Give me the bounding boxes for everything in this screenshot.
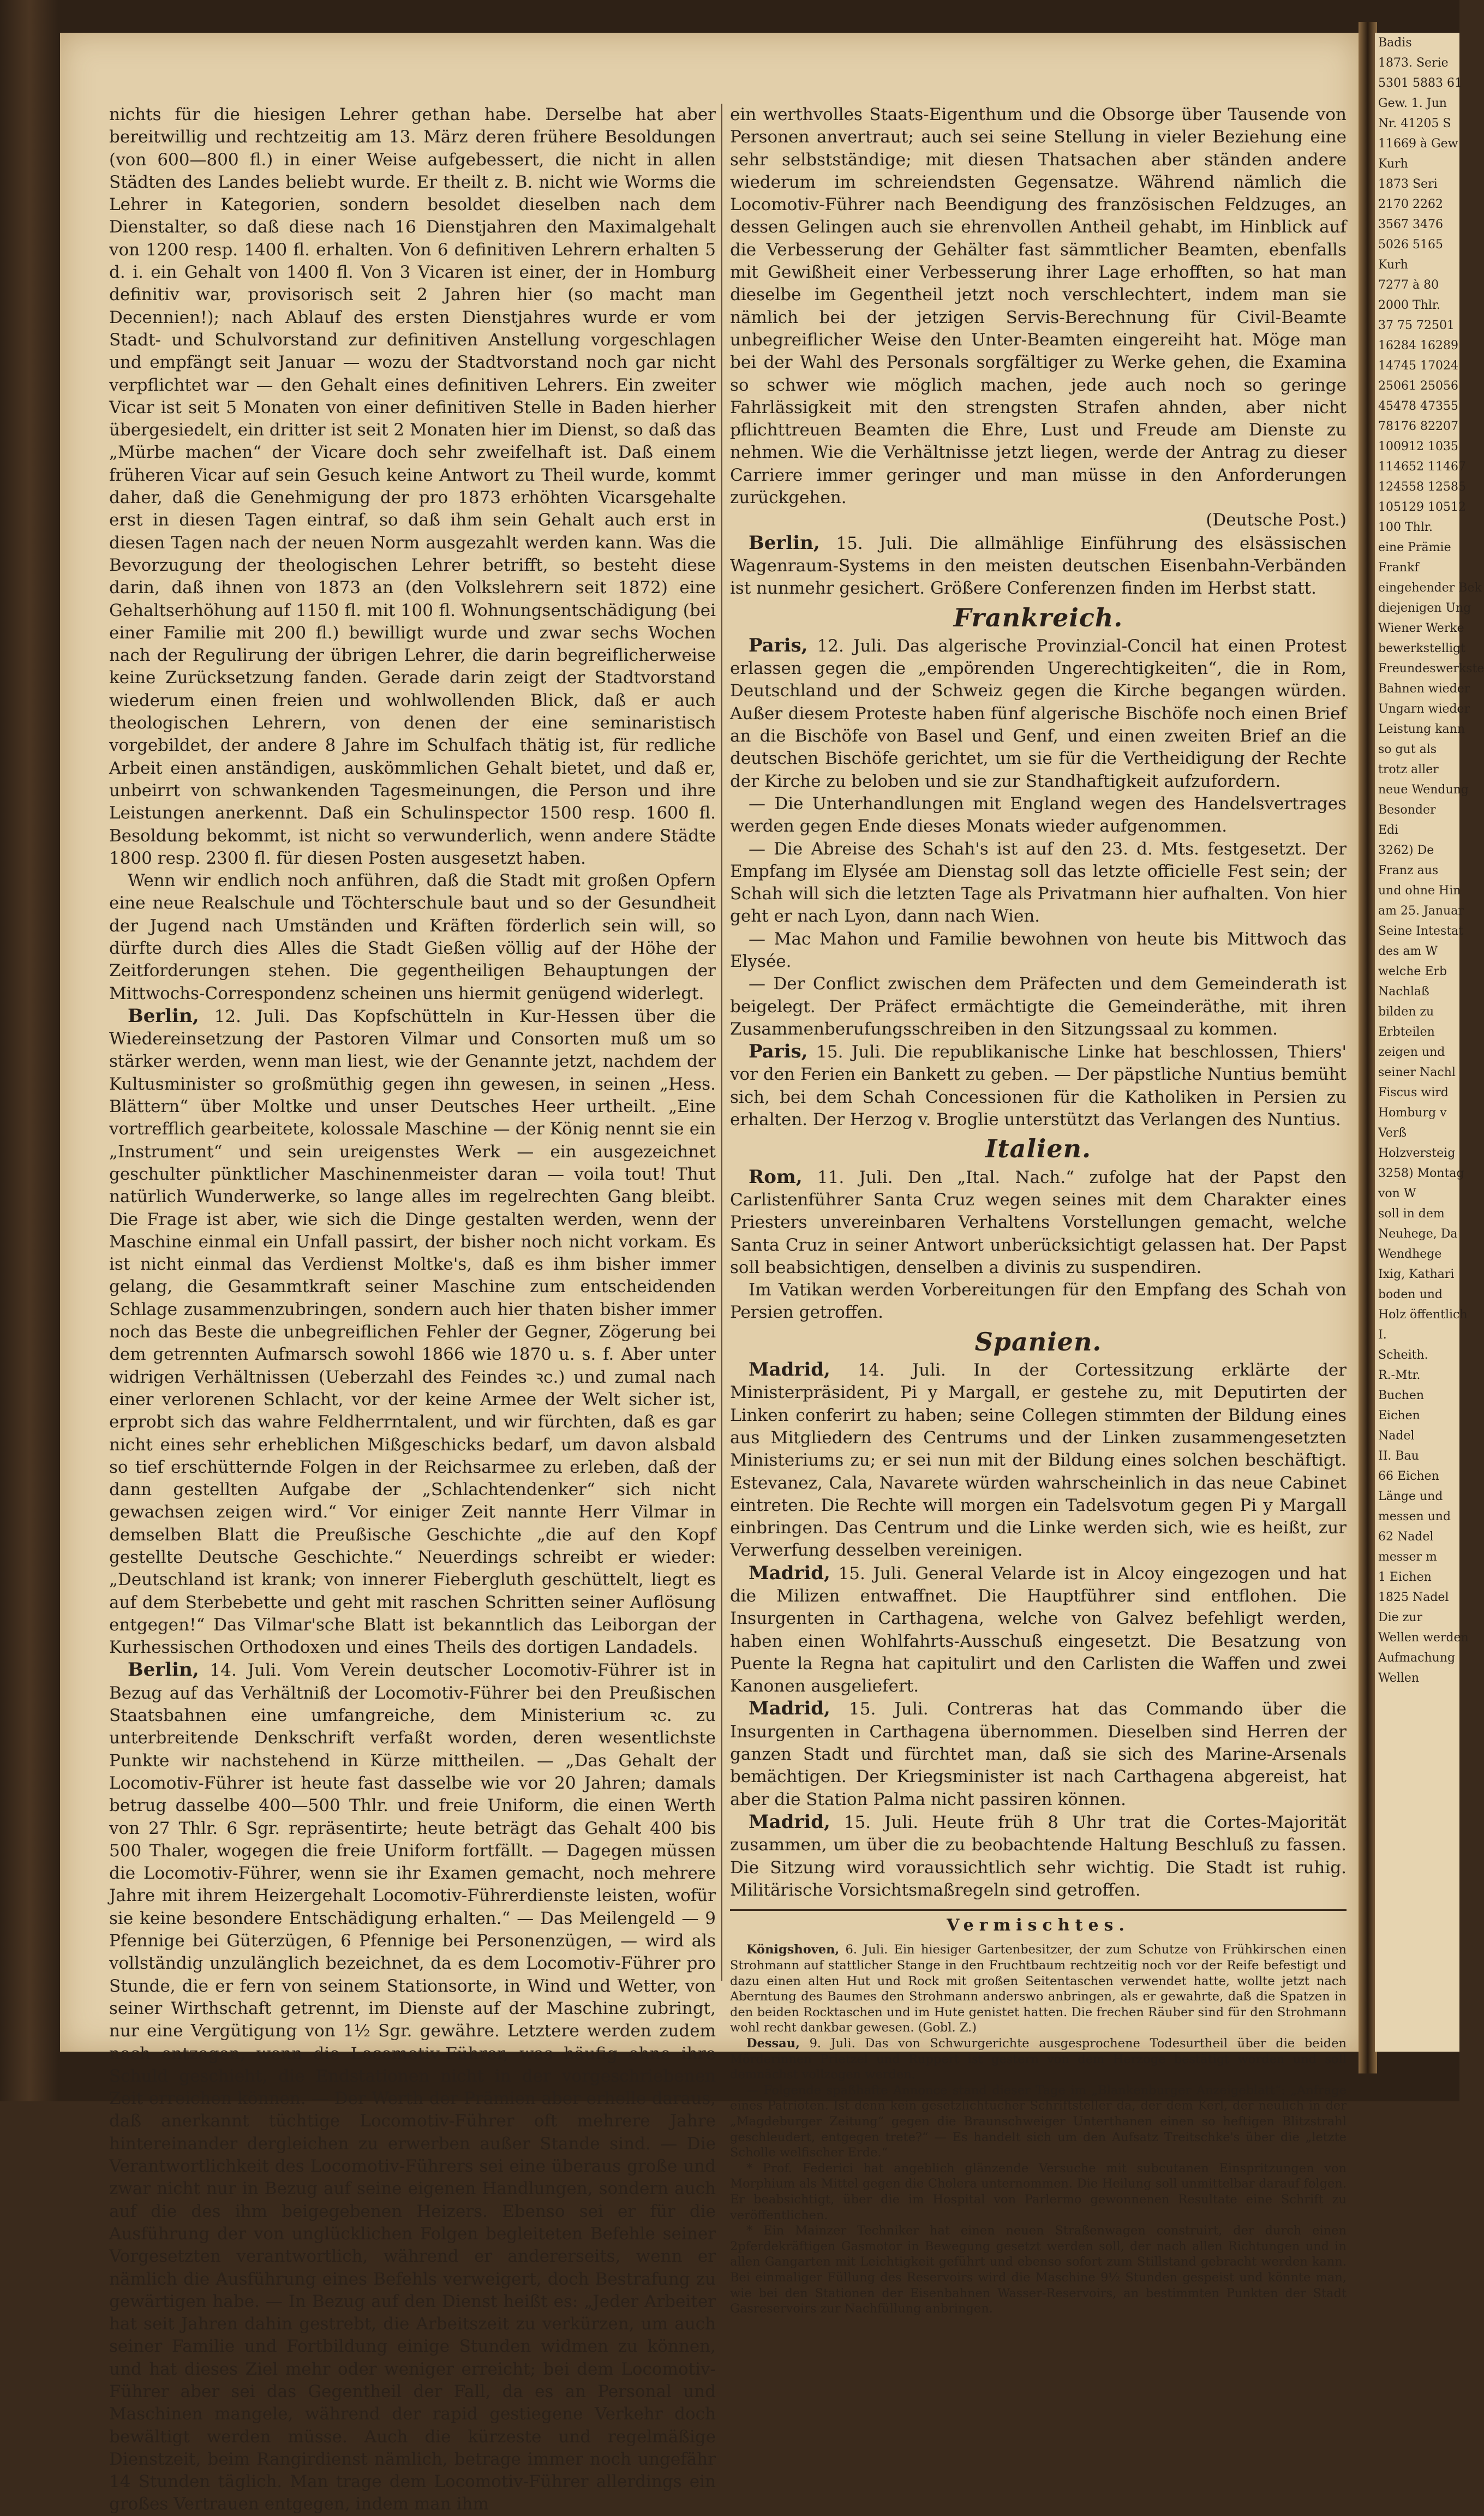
adjacent-page-line: Verß <box>1378 1126 1407 1140</box>
dateline: Berlin, <box>749 531 820 554</box>
dateline: Berlin, <box>128 1659 199 1681</box>
adjacent-page-line: 1 Eichen <box>1378 1570 1432 1584</box>
news-text: — Der Conflict zwischen dem Präfecten und dem Gemeinderath ist beigelegt. Der Präfect ermächtigte die Gemeinderäthe, mit ihren Zusammenberufungsschreiben in den Sitzungssaal zu kommen. <box>730 974 1347 1039</box>
adjacent-page-line: 7277 à 80 <box>1378 278 1439 292</box>
source-credit: (Deutsche Post.) <box>1206 510 1347 530</box>
adjacent-page-line: 25061 25056 <box>1378 379 1458 393</box>
adjacent-page-line: so gut als <box>1378 743 1437 756</box>
adjacent-page-line: Badis <box>1378 36 1412 50</box>
section-heading-frankreich: Frankreich. <box>953 602 1123 632</box>
dateline: Madrid, <box>749 1359 830 1381</box>
news-text: 12. Juli. Das Kopfschütteln in Kur-Hessen über die Wiedereinsetzung der Pastoren Vilmar und Consorten muß um so stärker werden, wenn man liest, wie der Genannte jetzt, nachdem der Kultusminister so großmüthig gegen ihn gewesen, in seinen „Hess. Blättern“ über Moltke und unser Deutsches Heer urtheilt. „Eine vortrefflich gearbeitete, kolossale Maschine — der König nennt sie ein „Instrument“ und sein ureigenstes Werk — ein ausgezeichnet geschulter pünktlicher Maschinenmeister daran — voila tout! Thut natürlich Wunderwerke, so lange alles im regelrechten Gang bleibt. Die Frage ist aber, wie sich die Dinge gestalten werden, wenn der Maschine einmal ein Unfall passirt, der bisher noch nicht vorkam. Es ist nicht einmal das Verdienst Moltke's, daß es ihm bisher immer gelang, die Gesammtkraft seiner Maschine zum entscheidenden Schlage zusammenzubringen, sondern auch hier thaten bisher immer noch das Beste die unbegreiflichen Fehler der Gegner, Zögerung bei dem getrennten Aufmarsch sowohl 1866 wie 1870 u. s. f. Aber unter widrigen Verhältnissen (Ueberzahl des Feindes ꝛc.) und zumal nach einer verlorenen Schlacht, vor der keine Armee der Welt sicher ist, erprobt sich das wahre Feldherrntalent, und wir fürchten, daß es gar nicht eines sehr erheblichen Mißgeschicks bedarf, um davon alsbald so tief erschütternde Folgen in der Reichsarmee zu erleben, daß der dann gestellten Aufgabe der „Schlachtendenker“ sich nicht gewachsen zeigen wird.“ Vor einiger Zeit nannte Herr Vilmar in demselben Blatt die Preußische Geschichte „die auf den Kopf gestellte Deutsche Geschichte.“ Neuerdings schreibt er wieder: „Deutschland ist krank; von innerer Fiebergluth geschüttelt, liegt es auf dem Sterbebette und geht mit raschen Schritten seiner Auflösung entgegen!“ Das Vilmar'sche Blatt ist bekanntlich das Leiborgan der Kurhessischen Orthodoxen und eines Theils des dortigen Landadels. <box>109 1006 716 1658</box>
adjacent-page-line: am 25. Januar <box>1378 904 1464 918</box>
misc-text: * Prof. Federici hat angeblich glänzende Versuche mit subcutanen Einspritzungen von Morphium als Mittel gegen die Cholera unternommen. Die Heilung soll unmittelbar darauf folgen. Er beabsichtigt, über die im Hospital von Parlermo gewonnenen Resultate eine Schrift zu veröffentlichen. <box>730 2161 1347 2222</box>
news-item <box>730 1041 1347 1131</box>
adjacent-page-line: seiner Nachl <box>1378 1066 1456 1079</box>
adjacent-page-line: zeigen und <box>1378 1045 1445 1059</box>
news-text: 15. Juli. General Velarde ist in Alcoy eingezogen und hat die Milizen entwaffnet. Die Hauptführer sind entflohen. Die Insurgenten in Carthagena, welche von Galvez befehligt werden, haben einen Wohlfahrts-Ausschuß eingesetzt. Die Besatzung von Puente la Regna hat capitulirt und den Carlisten die Waffen und zwei Kanonen ausgeliefert. <box>730 1563 1347 1696</box>
section-rule <box>730 1909 1347 1911</box>
miscellany-block <box>730 1942 1347 2316</box>
adjacent-page-line: 1873 Seri <box>1378 177 1438 191</box>
misc-item <box>730 1942 1347 2036</box>
adjacent-page-line: 5301 5883 61 <box>1378 76 1462 90</box>
adjacent-page-line: I. <box>1378 1328 1387 1342</box>
adjacent-page-line: 11669 à Gew <box>1378 137 1458 151</box>
news-text: 11. Juli. Den „Ital. Nach.“ zufolge hat der Papst den Carlistenführer Santa Cruz wegen seines mit dem Charakter eines Priesters unvereinbaren Verhaltens Vorstellungen gemacht, welche Santa Cruz in seiner Antwort unberücksichtigt gelassen hat. Der Papst soll beabsichtigen, denselben a divinis zu suspendiren. <box>730 1167 1347 1277</box>
adjacent-page-line: 3262) De <box>1378 844 1434 857</box>
adjacent-page-text <box>1375 33 1484 1688</box>
adjacent-page-line: 1873. Serie <box>1378 56 1449 70</box>
adjacent-page-line: Eichen <box>1378 1409 1420 1423</box>
news-item <box>730 1698 1347 1810</box>
news-text: 15. Juli. Heute früh 8 Uhr trat die Cortes-Majorität zusammen, um über die zu beobachtende Haltung Beschluß zu fassen. Die Sitzung wird voraussichtlich sehr wichtig. Die Stadt ist ruhig. Militärische Vorsichtsmaßregeln sind getroffen. <box>730 1812 1347 1900</box>
news-item <box>730 1166 1347 1279</box>
adjacent-page-strip <box>1375 33 1484 2052</box>
dateline: Madrid, <box>749 1810 830 1833</box>
column-left <box>109 104 716 2516</box>
adjacent-page-line: 62 Nadel <box>1378 1530 1434 1544</box>
news-item <box>730 635 1347 793</box>
news-item <box>730 1359 1347 1562</box>
adjacent-page-line: 105129 10512 <box>1378 500 1466 514</box>
dateline: Dessau, <box>746 2036 800 2051</box>
column-right <box>730 104 1347 2317</box>
adjacent-page-line: messer m <box>1378 1550 1437 1564</box>
dateline: Madrid, <box>749 1562 830 1584</box>
adjacent-page-line: trotz aller <box>1378 763 1439 776</box>
adjacent-page-line: 66 Eichen <box>1378 1469 1439 1483</box>
adjacent-page-line: des am W <box>1378 945 1438 958</box>
adjacent-page-line: Bahnen wieder <box>1378 682 1470 696</box>
misc-text: 9. Juli. Das von Schwurgerichte ausgesprochene Todesurtheil über die beiden Mörderinnen Prietzel und Ruppert ist gestern von dem Herzoge bestätigt worden und soll demnächst vollzogen werden. <box>730 2036 1347 2082</box>
adjacent-page-line: diejenigen Ung <box>1378 601 1471 615</box>
adjacent-page-line: Wiener Werke <box>1378 621 1464 635</box>
news-text: 15. Juli. Die allmählige Einführung des elsässischen Wagenraum-Systems in den meisten deutschen Eisenbahn-Verbänden ist nunmehr gesichert. Größere Conferenzen finden im Herbst statt. <box>730 533 1347 599</box>
news-item <box>109 1659 716 2515</box>
adjacent-page-line: 1825 Nadel <box>1378 1591 1449 1604</box>
news-item <box>730 532 1347 600</box>
dateline: Rom, <box>749 1166 803 1188</box>
news-item <box>109 1005 716 1659</box>
section-heading-spanien: Spanien. <box>974 1326 1102 1356</box>
adjacent-page-line: 2170 2262 <box>1378 198 1443 211</box>
adjacent-page-line: Nadel <box>1378 1429 1415 1443</box>
adjacent-page-line: 14745 17024 <box>1378 359 1458 373</box>
adjacent-page-line: bewerkstelligt <box>1378 642 1465 655</box>
misc-text: — Folgende spaßhafte Annonce stand dieser Tage im „Blankenburger Anzeigeblatt“: „Anfrage eines Patrioten. Ist denn kein gesetzlichtücher Schriftsteller da, der dem Kerl, der neulich in der „Magdeburger Zeitung“ gegen die Braunschweiger Unterthanen einen so heftigen Blitzstrahl geschleudert, entgegen trete?“ — Es handelt sich um den Aufsatz Treitschke's über die „letzte Scholle welfischer Erde.“ <box>730 2083 1347 2160</box>
news-text: 15. Juli. Contreras hat das Commando über die Insurgenten in Carthagena übernommen. Dieselben sind Herren der ganzen Stadt und fürchtet man, daß sie sich des Marine-Arsenals bemächtigen. Der Kriegsminister ist nach Carthagena abgereist, hat aber die Station Palma nicht passiren können. <box>730 1699 1347 1809</box>
adjacent-page-line: welche Erb <box>1378 965 1447 978</box>
dateline: Berlin, <box>128 1005 199 1027</box>
dateline: Königshoven, <box>746 1943 840 1957</box>
adjacent-page-line: Holz öffentlich <box>1378 1308 1468 1322</box>
adjacent-page-line: Kurh <box>1378 258 1408 272</box>
adjacent-page-line: 100 Thlr. <box>1378 521 1433 534</box>
adjacent-page-line: Gew. 1. Jun <box>1378 97 1447 110</box>
page-gutter <box>1359 22 1377 2073</box>
adjacent-page-line: 37 75 72501 <box>1378 319 1455 332</box>
news-text: — Die Unterhandlungen mit England wegen des Handelsvertrages werden gegen Ende dieses Monats wieder aufgenommen. <box>730 793 1347 836</box>
adjacent-page-line: Buchen <box>1378 1389 1425 1402</box>
news-text: — Mac Mahon und Familie bewohnen von heute bis Mittwoch das Elysée. <box>730 929 1347 971</box>
misc-item <box>730 2036 1347 2083</box>
adjacent-page-line: 45478 47355 <box>1378 399 1458 413</box>
adjacent-page-line: Scheith. <box>1378 1348 1428 1362</box>
adjacent-page-line: Edi <box>1378 823 1399 837</box>
adjacent-page-line: 124558 12585 <box>1378 480 1466 494</box>
news-text: 14. Juli. Vom Verein deutscher Locomotiv-Führer ist in Bezug auf das Verhältniß der Locomotiv-Führer bei den Preußischen Staatsbahnen eine umfangreiche, dem Ministerium ꝛc. zu unterbreitende Denkschrift verfaßt worden, deren wesentlichste Punkte wir nachstehend in Kürze mittheilen. — „Das Gehalt der Locomotiv-Führer ist heute fast dasselbe wie vor 20 Jahren; damals betrug dasselbe 400—500 Thlr. und freie Uniform, die einen Werth von 27 Thlr. 6 Sgr. repräsentirte; heute beträgt das Gehalt 400 bis 500 Thaler, wogegen die freie Uniform fortfällt. — Dagegen müssen die Locomotiv-Führer, wenn sie ihr Examen gemacht, noch mehrere Jahre mit ihrem Heizergehalt Locomotiv-Führerdienste leisten, wofür sie keine besondere Entschädigung erhalten.“ — Das Meilengeld — 9 Pfennige bei Güterzügen, 6 Pfennige bei Personenzügen, — wird als vollständig unzulänglich bezeichnet, da es dem Locomotiv-Führer pro Stunde, die er fern von seinem Stationsorte, in Wind und Wetter, von seiner Wirthschaft getrennt, im Dienste auf der Maschine zubringt, nur eine Vergütigung von 1½ Sgr. gewähre. Letztere werden zudem noch entzogen, wenn die Locomotiv-Führer, was häufig ohne ihre Schuld geschieht, die Endstationen nicht in der vorgeschriebenen Zeit erreichen können. — Der Werth der Prämien aber erhelle daraus, daß anerkannt tüchtige Locomotiv-Führer oft mehrere Jahre hintereinander dergleichen zu erwerben außer Stande sind. — Die Verantwortlichkeit des Locomotiv-Führers sei eine überaus große und zwar nicht nur in Bezug auf seine eigenen Handlungen, sondern auch auf die des ihm beigegebenen Heizers. Ebenso sei er für die Ausführung der von unglücklichen Folgen begleiteten Befehle seiner Vorgesetzten verantwortlich, während er andererseits, wenn er nämlich die Ausführung eines Befehls verweigert, doch Bestrafung zu gewärtigen habe. — In Bezug auf den Dienst heißt es: „Jeder Arbeiter hat seit Jahren dahin gestrebt, die Arbeitszeit zu verkürzen, um auch seiner Familie und Fortbildung einige Stunden widmen zu können, und hat dieses Ziel mehr oder weniger erreicht; bei dem Locomotiv-Führer aber sei das Gegentheil der Fall, da es an Personal und Maschinen mangele, während der rapid gestiegene Verkehr doch bewältigt werden müsse. Auch die kürzeste und regelmäßige Dienstzeit, beim Rangirdienst nämlich, betrage immer noch ungefähr 14 Stunden täglich. Man trage dem Locomotiv-Führer allerdings ein großes Vertrauen entgegen, indem man ihm <box>109 1660 716 2514</box>
adjacent-page-line: boden und <box>1378 1288 1443 1301</box>
article-text: nichts für die hiesigen Lehrer gethan habe. Derselbe hat aber bereitwillig und rechtzeitig am 13. März deren frühere Besoldungen (von 600—800 fl.) in einer Weise aufgebessert, die nicht in allen Städten des Landes beliebt wurde. Er theilt z. B. nicht wie Worms die Lehrer in Kategorien, sondern besoldet dieselben nach dem Dienstalter, so daß diese nach 16 Dienstjahren den Maximalgehalt von 1200 resp. 1400 fl. erhalten. Von 6 definitiven Lehrern erhalten 5 d. i. ein Gehalt von 1400 fl. Von 3 Vicaren ist einer, der in Homburg definitiv war, provisorisch seit 2 Jahren hier (so macht man Decennien!); nach Ablauf des ersten Dienstjahres wurde er vom Stadt- und Schulvorstand zur definitiven Anstellung vorgeschlagen und empfängt seit Januar — wozu der Stadtvorstand noch gar nicht verpflichtet war — den Gehalt eines definitiven Lehrers. Ein zweiter Vicar ist seit 5 Monaten von einer definitiven Stelle in Baden hierher übergesiedelt, ein dritter ist seit 2 Monaten hier im Dienst, so daß das „Mürbe machen“ der Vicare doch sehr zweifelhaft ist. Daß einem früheren Vicar auf sein Gesuch keine Antwort zu Theil wurde, kommt daher, daß die Genehmigung der pro 1873 erhöhten Vicarsgehalte erst in diesen Tagen eintraf, so daß ihm sein Gehalt auch erst in diesen Tagen nach der neuen Norm ausgezahlt werden kann. Was die Bevorzugung der theologischen Lehrer betrifft, so besteht diese darin, daß ihnen von 1873 an (den Volkslehrern seit 1872) eine Gehaltserhöhung auf 1150 fl. mit 100 fl. Wohnungsentschädigung (bei einer Familie mit 200 fl.) bewilligt wurde und zwar sechs Wochen nach der Regulirung der übrigen Lehrer, die darin begreiflicherweise keine Zurücksetzung fanden. Gerade darin zeigt der Stadtvorstand wiederum einen freien und wohlwollenden Blick, daß er auch theologischen Lehrern, von denen der eine seminaristisch vorgebildet, der andere 8 Jahre im Schulfach thätig ist, für redliche Arbeit einen anständigen, auskömmlichen Gehalt bietet, und daß er, unbeirrt von schwankenden Tagesmeinungen, die Person und ihre Leistungen anerkennt. Daß ein Schulinspector 1500 resp. 1600 fl. Besoldung bekommt, ist nicht so verwunderlich, wenn andere Städte 1800 resp. 2300 fl. für diesen Posten ausgesetzt haben. <box>109 105 716 868</box>
dateline: Paris, <box>749 634 808 656</box>
adjacent-page-line: neue Wendung <box>1378 783 1469 797</box>
adjacent-page-line: Wendhege <box>1378 1247 1442 1261</box>
adjacent-page-line: eine Prämie <box>1378 541 1451 554</box>
news-text: 14. Juli. In der Cortessitzung erklärte der Ministerpräsident, Pi y Margall, er gestehe zu, mit Deputirten der Linken conferirt zu haben; seine Collegen stimmten der Bildung eines aus Mitgliedern des Centrums und der Linken zusammengesetzten Ministeriums zu; er sei nun mit der Bildung eines solchen beschäftigt. Estevanez, Cala, Navarete würden wahrscheinlich in das neue Cabinet eintreten. Die Rechte will morgen ein Tadelsvotum gegen Pi y Margall einbringen. Das Centrum und die Linke werden sich, wie es heißt, zur Verwerfung desselben vereinigen. <box>730 1360 1347 1561</box>
article-text: ein werthvolles Staats-Eigenthum und die Obsorge über Tausende von Personen anvertraut; auch sei seine Stellung in vieler Beziehung eine sehr selbstständige; mit diesen Thatsachen aber ständen andere wiederum im schreiendsten Gegensatze. Während nämlich die Locomotiv-Führer nach Beendigung des französischen Feldzuges, an dessen Gelingen auch sie ehrenvollen Antheil gehabt, im Hinblick auf die Verbesserung der Gehälter fast sämmtlicher Beamten, ebenfalls mit Gewißheit einer Verbesserung ihrer Lage erhofften, so hat man dieselbe im Gegentheil jetzt noch verschlechtert, indem man sie nämlich bei der jetzigen Servis-Berechnung für Civil-Beamte unbegreiflicher Weise den Unter-Beamten eingereiht hat. Möge man bei der Wahl des Personals sorgfältiger zu Werke gehen, die Examina so schwer wie möglich machen, jede auch noch so geringe Fahrlässigkeit mit den strengsten Strafen ahnden, aber nicht pflichttreuen Beamten die Ehre, Lust und Freude am Dienste zu nehmen. Wie die Verhältnisse jetzt liegen, werde der Antrag zu dieser Carriere immer geringer und man müsse in den Anforderungen zurückgehen. <box>730 105 1347 508</box>
misc-text: 6. Juli. Ein hiesiger Gartenbesitzer, der zum Schutze von Frühkirschen einen Strohmann auf stattlicher Stange in den Fruchtbaum rechtzeitig noch vor der Reife befestigt und dazu einen alten Hut und Rock mit großen Seitentaschen verwendet hatte, wollte jetzt nach Aberntung des Baumes den Strohmann anderswo anbringen, als er gewahrte, daß die Spatzen in den beiden Rocktaschen und im Hute genistet hatten. Die frechen Räuber sind für den Strohmann wohl recht dankbar gewesen. (Gobl. Z.) <box>730 1943 1347 2035</box>
adjacent-page-line: 100912 1035 <box>1378 440 1458 453</box>
adjacent-page-line: Wellen <box>1378 1671 1420 1685</box>
news-text: 12. Juli. Das algerische Provinzial-Concil hat einen Protest erlassen gegen die „empörenden Ungerechtigkeiten“, die in Rom, Deutschland und der Schweiz gegen die Kirche begangen würden. Außer diesem Proteste haben fünf algerische Bischöfe noch einen Brief an die Bischöfe von Basel und Genf, und einen zweiten Brief an die deutschen Bischöfe gerichtet, um sie für die Vertheidigung der Rechte der Kirche zu beloben und sie zur Standhaftigkeit aufzufordern. <box>730 636 1347 791</box>
dateline: Madrid, <box>749 1698 830 1720</box>
adjacent-page-line: messen und <box>1378 1510 1451 1523</box>
adjacent-page-line: Nachlaß <box>1378 985 1429 999</box>
adjacent-page-line: Leistung kann <box>1378 722 1465 736</box>
adjacent-page-line: 5026 5165 <box>1378 238 1443 252</box>
news-item <box>730 1811 1347 1902</box>
section-heading-italien: Italien. <box>985 1134 1092 1164</box>
adjacent-page-line: soll in dem <box>1378 1207 1445 1221</box>
adjacent-page-line: Besonder <box>1378 803 1436 817</box>
adjacent-page-line: Frankf <box>1378 561 1419 575</box>
news-text: 15. Juli. Die republikanische Linke hat beschlossen, Thiers' vor den Ferien ein Bankett zu geben. — Der päpstliche Nuntius bemüht sich, bei dem Schah Concessionen für die Katholiken in Persien zu erhalten. Der Herzog v. Broglie unterstützt das Verlangen des Nuntius. <box>730 1042 1347 1130</box>
adjacent-page-line: 114652 11467 <box>1378 460 1466 474</box>
adjacent-page-line: 78176 82207 <box>1378 420 1458 433</box>
news-text: Im Vatikan werden Vorbereitungen für den Empfang des Schah von Persien getroffen. <box>730 1280 1347 1323</box>
adjacent-page-line: Homburg v <box>1378 1106 1447 1120</box>
adjacent-page-line: R.-Mtr. <box>1378 1368 1421 1382</box>
section-heading-vermischtes: Vermischtes. <box>947 1916 1130 1935</box>
adjacent-page-line: Ungarn wieder <box>1378 702 1470 716</box>
misc-text: * Ein Mainzer Techniker hat einen neuen Straßenwagen construirt, der durch einen 2pferdekräftigen Gasmotor in Bewegung gesetzt werden soll, der nach allen Richtungen und in allen Gangarten mit Leichtigkeit geführt und ebenso sofort zum Stillstand gebracht werden kann. Bei einmaliger Füllung des Reservoirs wird die Maschine 9½ Stunden gespeist und könnte man, wie bei den Stationen der Eisenbahnen Wasser-Reservoirs, an bestimmten Punkten der Stadt Gasreservoirs zur Nachfüllung anbringen. <box>730 2224 1347 2316</box>
adjacent-page-line: Franz aus <box>1378 864 1439 877</box>
dateline: Paris, <box>749 1041 808 1063</box>
column-divider <box>721 104 722 1981</box>
adjacent-page-line: von W <box>1378 1187 1416 1200</box>
adjacent-page-line: 16284 16289 <box>1378 339 1458 352</box>
adjacent-page-line: Aufmachung <box>1378 1651 1456 1665</box>
news-item <box>730 1562 1347 1698</box>
adjacent-page-line: Neuhege, Da <box>1378 1227 1458 1241</box>
adjacent-page-line: Holzversteig <box>1378 1146 1456 1160</box>
adjacent-page-line: Kurh <box>1378 157 1408 171</box>
adjacent-page-line: bilden zu <box>1378 1005 1434 1019</box>
adjacent-page-line: eingehender Bek <box>1378 581 1482 595</box>
adjacent-page-line: Fiscus wird <box>1378 1086 1449 1099</box>
adjacent-page-line: Die zur <box>1378 1611 1422 1624</box>
adjacent-page-line: Ixig, Kathari <box>1378 1268 1455 1281</box>
adjacent-page-line: 3258) Montag <box>1378 1167 1464 1180</box>
adjacent-page-line: Nr. 41205 S <box>1378 117 1451 130</box>
adjacent-page-line: 3567 3476 <box>1378 218 1443 231</box>
adjacent-page-line: 2000 Thlr. <box>1378 298 1440 312</box>
adjacent-page-line: und ohne Hin <box>1378 884 1461 898</box>
adjacent-page-line: II. Bau <box>1378 1449 1419 1463</box>
adjacent-page-line: Wellen werden <box>1378 1631 1469 1645</box>
adjacent-page-line: Länge und <box>1378 1490 1443 1503</box>
article-text: Wenn wir endlich noch anführen, daß die Stadt mit großen Opfern eine neue Realschule und Töchterschule baut und so der Gesundheit der Jugend nach Umständen und Kräften förderlich sein will, so dürfte durch dies Alles die Stadt Gießen völlig auf der Höhe der Zeitforderungen stehen. Die gegentheiligen Behauptungen der Mittwochs-Correspondenz scheinen uns hiermit genügend widerlegt. <box>109 871 716 1003</box>
newspaper-page <box>60 33 1359 2514</box>
adjacent-page-line: Freundeswerkste <box>1378 662 1484 676</box>
adjacent-page-line: Seine Intestat <box>1378 924 1464 938</box>
adjacent-page-line: Erbteilen <box>1378 1025 1435 1039</box>
news-text: — Die Abreise des Schah's ist auf den 23. d. Mts. festgesetzt. Der Empfang im Elysée am Dienstag soll das letzte officielle Fest sein; der Schah will sich die letzten Tage als Privatmann hier aufhalten. Von hier geht er nach Lyon, dann nach Wien. <box>730 839 1347 927</box>
